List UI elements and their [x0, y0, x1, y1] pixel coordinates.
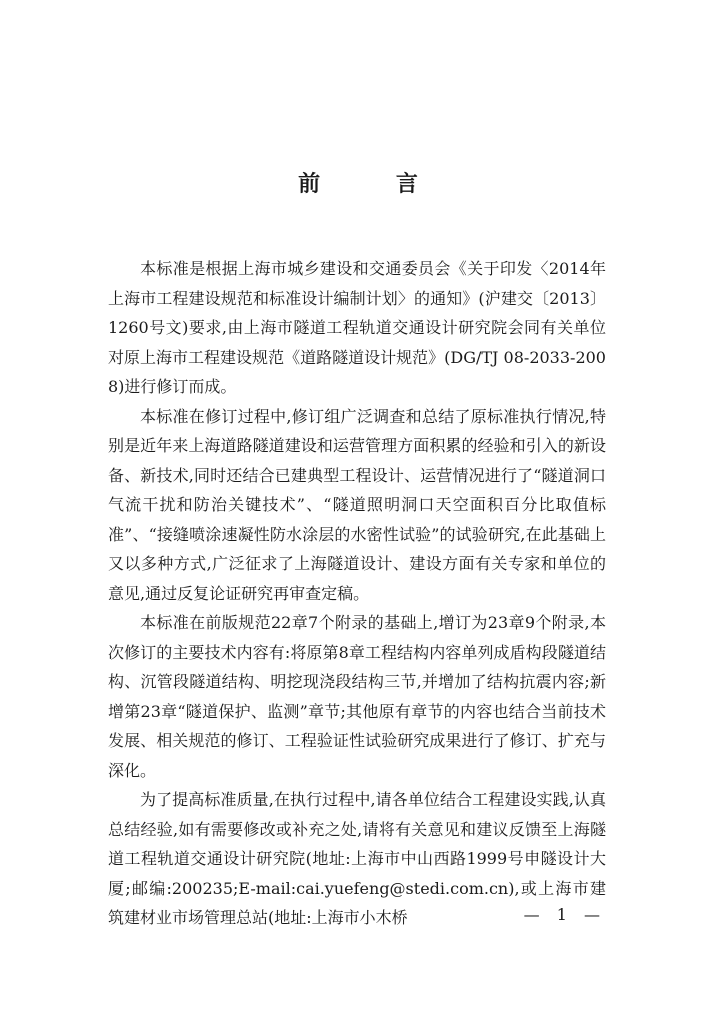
paragraph-3: 本标准在前版规范22章7个附录的基础上,增订为23章9个附录,本次修订的主要技术内容有:将原第8章工程结构内容单列成盾构段隧道结构、沉管段隧道结构、明挖现浇段结构三节,并增加了结构抗震内容;新增第23章“隧道保护、监测”章节;其他原有章节的内容也结合当前技术发展、相关规范的修订、工程验证性试验研究成果进行了修订、扩充与深化。 — [108, 613, 606, 780]
page-title: 前 言 — [298, 172, 452, 197]
page-number: — 1 — — [523, 905, 606, 924]
paragraph-2: 本标准在修订过程中,修订组广泛调查和总结了原标准执行情况,特别是近年来上海道路隧道建设和运营管理方面积累的经验和引入的新设备、新技术,同时还结合已建典型工程设计、运营情况进行了“隧道洞口气流干扰和防治关键技术”、“隧道照明洞口天空面积百分比取值标准”、“接缝喷涂速凝性防水涂层的水密性试验”的试验研究,在此基础上又以多种方式,广泛征求了上海隧道设计、建设方面有关专家和单位的意见,通过反复论证研究再审查定稿。 — [108, 406, 606, 603]
paragraph-1: 本标准是根据上海市城乡建设和交通委员会《关于印发〈2014年上海市工程建设规范和标准设计编制计划〉的通知》(沪建交〔2013〕1260号文)要求,由上海市隧道工程轨道交通设计研究院会同有关单位对原上海市工程建设规范《道路隧道设计规范》(DG/TJ 08-2033-2008)进行修订而成。 — [108, 259, 606, 396]
preface-body — [108, 254, 606, 933]
paragraph-4: 为了提高标准质量,在执行过程中,请各单位结合工程建设实践,认真总结经验,如有需要修改或补充之处,请将有关意见和建议反馈至上海隧道工程轨道交通设计研究院(地址:上海市中山西路1999号申隧设计大厦;邮编:200235;E-mail:cai.yuefeng@stedi.com.cn),或上海市建筑建材业市场管理总站(地址:上海市小木桥 — [108, 790, 606, 927]
